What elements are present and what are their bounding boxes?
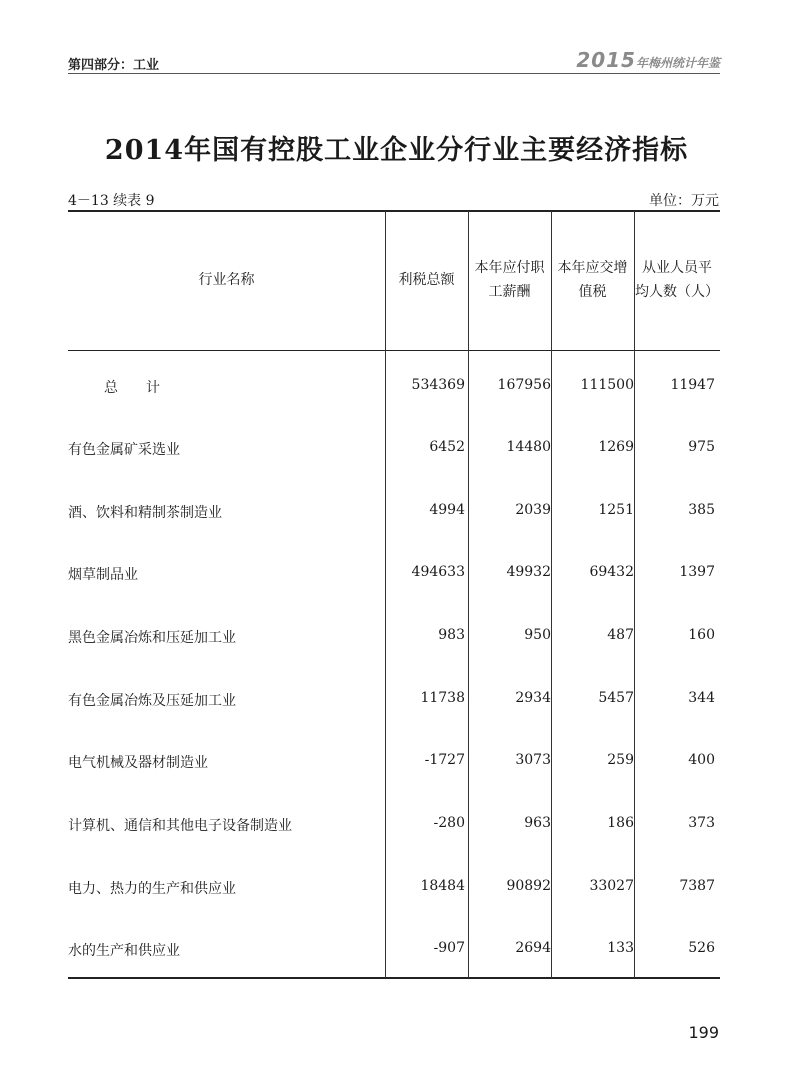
row-name: 烟草制品业: [68, 567, 138, 583]
cell-employees: 7387: [679, 878, 715, 894]
cell-profit-tax: 18484: [420, 878, 465, 894]
yearbook-name: 年梅州统计年鉴: [635, 56, 720, 70]
cell-vat: 33027: [589, 878, 634, 894]
cell-profit-tax: -907: [433, 940, 465, 956]
cell-wages: 2934: [515, 690, 551, 706]
cell-vat: 69432: [589, 564, 634, 580]
column-header-employees: 从业人员平 均人数（人）: [635, 260, 719, 300]
table-row-total: [68, 371, 720, 401]
cell-employees: 344: [688, 690, 715, 706]
table-row: [68, 934, 720, 964]
cell-employees: 373: [688, 815, 715, 831]
cell-profit-tax: 534369: [411, 377, 465, 393]
row-name: 有色金属冶炼及压延加工业: [68, 693, 236, 709]
cell-vat: 259: [607, 752, 634, 768]
cell-employees: 400: [688, 752, 715, 768]
row-name: 有色金属矿采选业: [68, 442, 180, 458]
cell-employees: 160: [688, 627, 715, 643]
cell-vat: 487: [607, 627, 634, 643]
cell-vat: 186: [607, 815, 634, 831]
cell-profit-tax: 983: [438, 627, 465, 643]
cell-employees: 975: [688, 439, 715, 455]
cell-employees: 1397: [679, 564, 715, 580]
page-title: 2014年国有控股工业企业分行业主要经济指标: [104, 135, 689, 166]
cell-vat: 5457: [598, 690, 634, 706]
table-row: [68, 872, 720, 902]
cell-wages: 2694: [515, 940, 551, 956]
table-row: [68, 558, 720, 588]
cell-profit-tax: 11738: [420, 690, 465, 706]
cell-wages: 3073: [515, 752, 551, 768]
table-row: [68, 684, 720, 714]
unit-label: 单位：万元: [649, 193, 719, 209]
table-row: [68, 496, 720, 526]
row-name: 总 计: [104, 380, 160, 396]
yearbook-label: [576, 48, 720, 72]
column-header-industry: 行业名称: [198, 271, 255, 288]
table-row: [68, 433, 720, 463]
row-name: 水的生产和供应业: [68, 943, 180, 959]
cell-wages: 950: [524, 627, 551, 643]
cell-profit-tax: 494633: [411, 564, 465, 580]
cell-wages: 167956: [497, 377, 551, 393]
cell-vat: 133: [607, 940, 634, 956]
page-number: 199: [688, 1023, 719, 1042]
yearbook-year: 2015: [576, 48, 636, 72]
row-name: 酒、饮料和精制茶制造业: [68, 505, 222, 521]
cell-wages: 14480: [506, 439, 551, 455]
column-header-wages: 本年应付职 工薪酬: [474, 260, 545, 300]
cell-profit-tax: -1727: [424, 752, 465, 768]
cell-employees: 526: [688, 940, 715, 956]
cell-wages: 2039: [515, 502, 551, 518]
running-header: [68, 48, 720, 72]
table-bottom-rule: [68, 977, 720, 979]
cell-profit-tax: -280: [433, 815, 465, 831]
table-reference: 4－13 续表 9: [68, 193, 155, 209]
row-name: 电气机械及器材制造业: [68, 755, 208, 771]
header-divider: [68, 73, 720, 74]
table-row: [68, 746, 720, 776]
cell-employees: 385: [688, 502, 715, 518]
table-row: [68, 621, 720, 651]
cell-vat: 1251: [598, 502, 634, 518]
cell-vat: 111500: [580, 377, 634, 393]
cell-vat: 1269: [598, 439, 634, 455]
cell-wages: 963: [524, 815, 551, 831]
cell-wages: 49932: [506, 564, 551, 580]
section-label: 第四部分：工业: [68, 58, 160, 73]
row-name: 计算机、通信和其他电子设备制造业: [68, 818, 292, 834]
table-header-rule: [68, 350, 720, 351]
column-header-vat: 本年应交增 值税: [557, 260, 628, 300]
column-header-profit-tax: 利税总额: [398, 271, 455, 288]
table-row: [68, 809, 720, 839]
cell-employees: 11947: [670, 377, 715, 393]
row-name: 电力、热力的生产和供应业: [68, 881, 236, 897]
cell-profit-tax: 6452: [429, 439, 465, 455]
cell-wages: 90892: [506, 878, 551, 894]
cell-profit-tax: 4994: [429, 502, 465, 518]
row-name: 黑色金属冶炼和压延加工业: [68, 630, 236, 646]
